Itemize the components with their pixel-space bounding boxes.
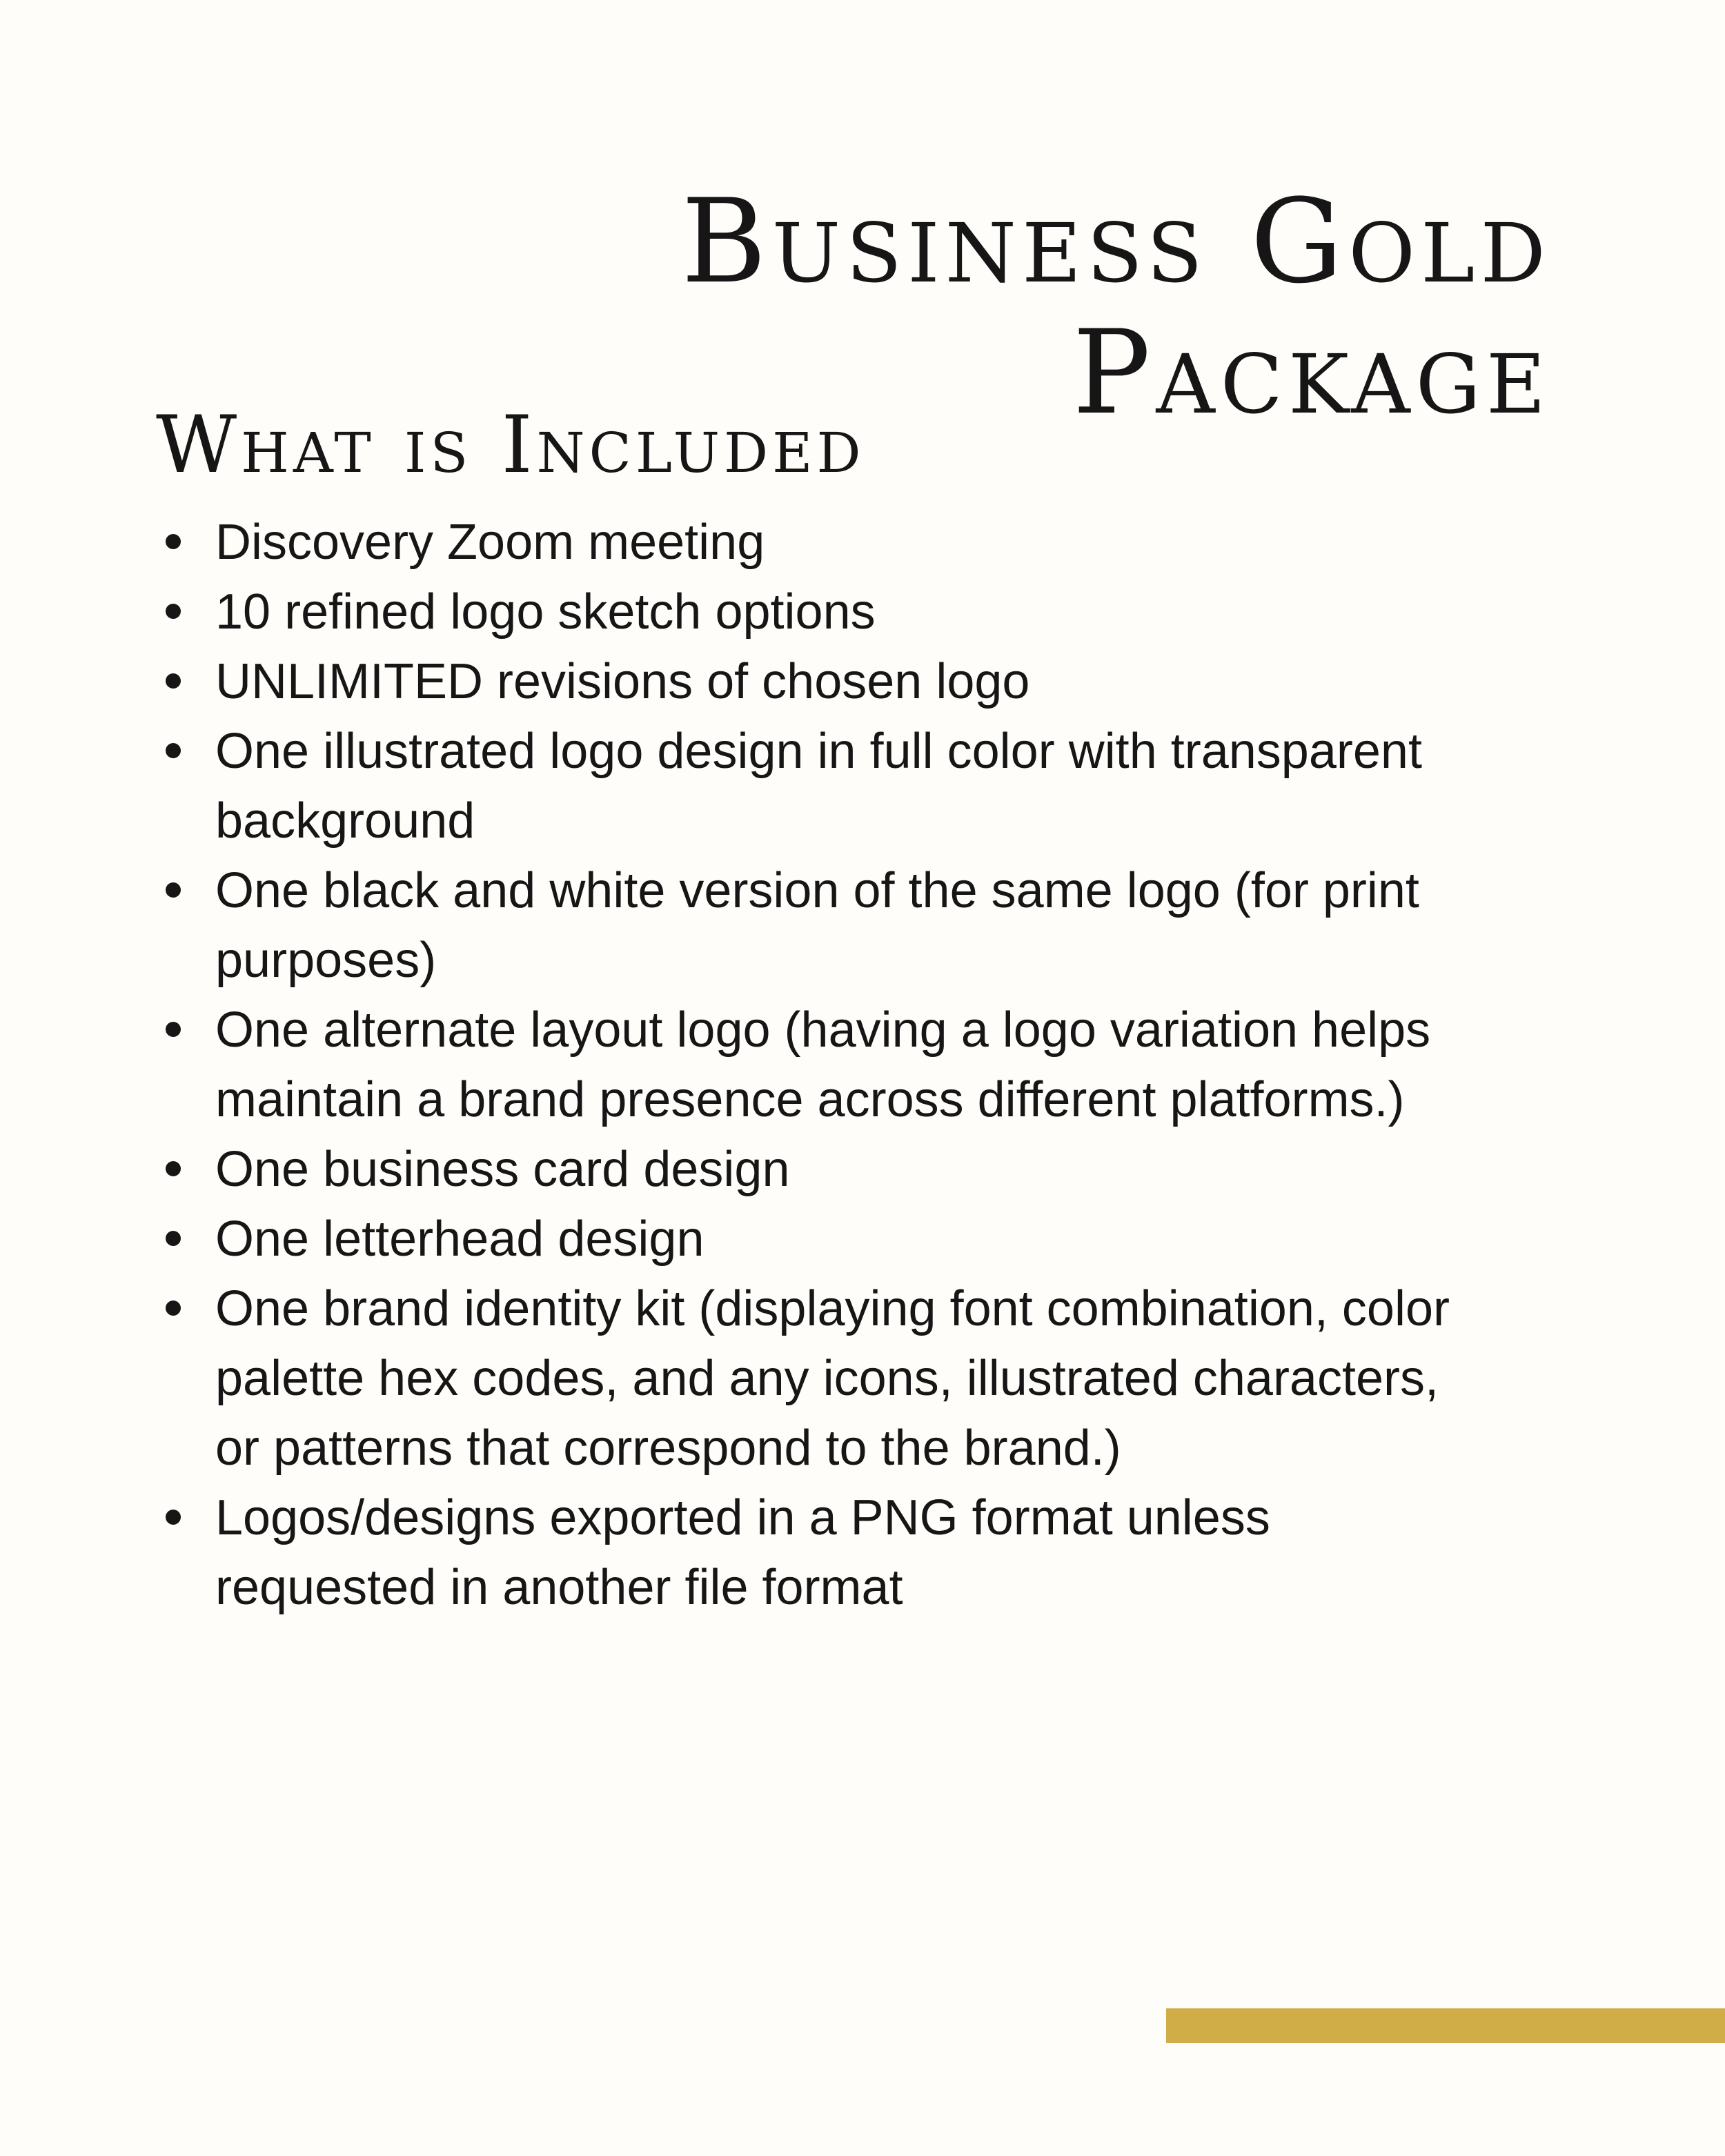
title-line-2: Package xyxy=(1072,305,1551,440)
list-item: One alternate layout logo (having a logo variation helps maintain a brand presence across different platforms.) xyxy=(153,996,1464,1135)
list-item: UNLIMITED revisions of chosen logo xyxy=(153,647,1464,717)
list-item: Logos/designs exported in a PNG format unless requested in another file format xyxy=(153,1483,1464,1623)
list-item: One illustrated logo design in full color with transparent background xyxy=(153,717,1464,856)
section-heading: What is Included xyxy=(156,399,865,491)
list-item: One brand identity kit (displaying font combination, color palette hex codes, and any icons, illustrated characters, or patterns that correspond to the brand.) xyxy=(153,1274,1464,1483)
gold-accent-bar xyxy=(1166,2008,1725,2043)
list-item: One black and white version of the same logo (for print purposes) xyxy=(153,856,1464,996)
list-item: 10 refined logo sketch options xyxy=(153,577,1464,647)
list-item: Discovery Zoom meeting xyxy=(153,508,1464,577)
list-item: One letterhead design xyxy=(153,1205,1464,1274)
title-line-1: Business Gold xyxy=(681,174,1551,309)
included-items-list xyxy=(153,508,1464,1623)
list-item: One business card design xyxy=(153,1135,1464,1205)
